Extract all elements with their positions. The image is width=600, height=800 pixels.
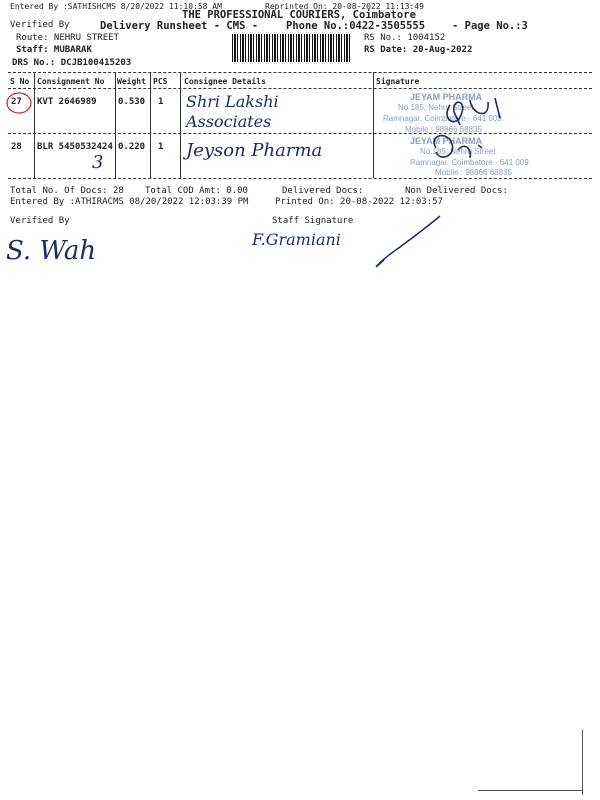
staff: Staff: MUBARAK	[16, 45, 92, 55]
staff-signature-stroke	[370, 212, 450, 272]
reprinted-on: Reprinted On: 20-08-2022 11:13:49	[265, 2, 424, 11]
verified-by-label: Verified By	[10, 20, 70, 30]
stamp-line: Ramnagar, Coimbatore - 641 009.	[410, 158, 531, 167]
table-bottom-rule	[8, 178, 592, 179]
table-top-rule	[8, 72, 592, 73]
staff-signature: F.Gramiani	[252, 230, 341, 249]
printed-on: Printed On: 20-08-2022 12:03:57	[275, 197, 443, 207]
row-pcs: 1	[158, 142, 164, 152]
rs-date: RS Date: 20-Aug-2022	[364, 45, 473, 55]
signature-scribble	[400, 90, 560, 170]
total-docs: Total No. Of Docs: 28	[10, 186, 124, 196]
row-consignment: BLR 5450532424	[37, 142, 113, 152]
staff-signature-label: Staff Signature	[272, 216, 354, 226]
row-weight: 0.220	[118, 142, 146, 152]
barcode	[232, 34, 352, 62]
entered-by-top: Entered By :SATHISHCMS 8/20/2022 11:10:58 AM	[10, 2, 222, 11]
rs-number: RS No.: 1004152	[364, 33, 446, 43]
drs-number: DRS No.: DCJB100415203	[12, 58, 132, 68]
stamp-line: Mobile : 98866 68835	[435, 168, 512, 177]
stamp-line: JEYAM PHARMA	[410, 136, 483, 146]
stamp-line: Mobile : 98866 68835	[405, 125, 482, 134]
row-consignment: KVT 2646989	[37, 97, 97, 107]
sheet-title: Delivery Runsheet - CMS -	[100, 20, 259, 32]
col-header-signature: Signature	[376, 77, 420, 86]
col-header-weight: Weight	[117, 77, 146, 86]
table-header-rule	[8, 88, 592, 89]
col-header-pcs: PCS	[153, 77, 168, 86]
column-divider	[373, 72, 374, 178]
row-consignee-handwritten: Shri Lakshi Associates	[186, 92, 279, 131]
total-cod: Total COD Amt: 0.00	[145, 186, 248, 196]
row-handwritten-mark: 3	[92, 152, 104, 173]
circled-mark	[5, 91, 33, 115]
column-divider	[150, 72, 151, 178]
column-divider	[180, 72, 181, 178]
stamp-line: JEYAM PHARMA	[410, 92, 483, 102]
company-name: THE PROFESSIONAL COURIERS, Coimbatore	[182, 9, 416, 21]
row-sno: 27	[11, 97, 22, 107]
route: Route: NEHRU STREET	[16, 33, 119, 43]
stamp-line: Ramnagar, Coimbatore - 641 009.	[383, 114, 504, 123]
col-header-consignment: Consignment No	[37, 77, 105, 86]
col-header-consignee: Consignee Details	[184, 77, 266, 86]
non-delivered-docs: Non Delivered Docs:	[405, 186, 508, 196]
col-header-sno: S No	[10, 77, 30, 86]
column-divider	[115, 72, 116, 178]
scan-edge-line	[582, 730, 583, 795]
row-pcs: 1	[158, 97, 164, 107]
stamp-line: No.185, Nehru Street	[420, 147, 496, 156]
stamp-line: No.185, Nehru Street	[398, 103, 474, 112]
phone-number: Phone No.:0422-3505555	[286, 20, 426, 32]
scan-bottom-line	[478, 790, 582, 791]
delivered-docs: Delivered Docs:	[282, 186, 364, 196]
row-consignee-handwritten: Jeyson Pharma	[186, 140, 323, 161]
entered-by-bottom: Entered By :ATHIRACMS 08/20/2022 12:03:39 PM	[10, 197, 249, 207]
verified-signature: S. Wah	[6, 236, 97, 266]
row-weight: 0.530	[118, 97, 146, 107]
column-divider	[34, 72, 35, 178]
verified-by-footer: Verified By	[10, 216, 70, 226]
row-sno: 28	[11, 142, 22, 152]
page-number: - Page No.:3	[452, 20, 528, 32]
